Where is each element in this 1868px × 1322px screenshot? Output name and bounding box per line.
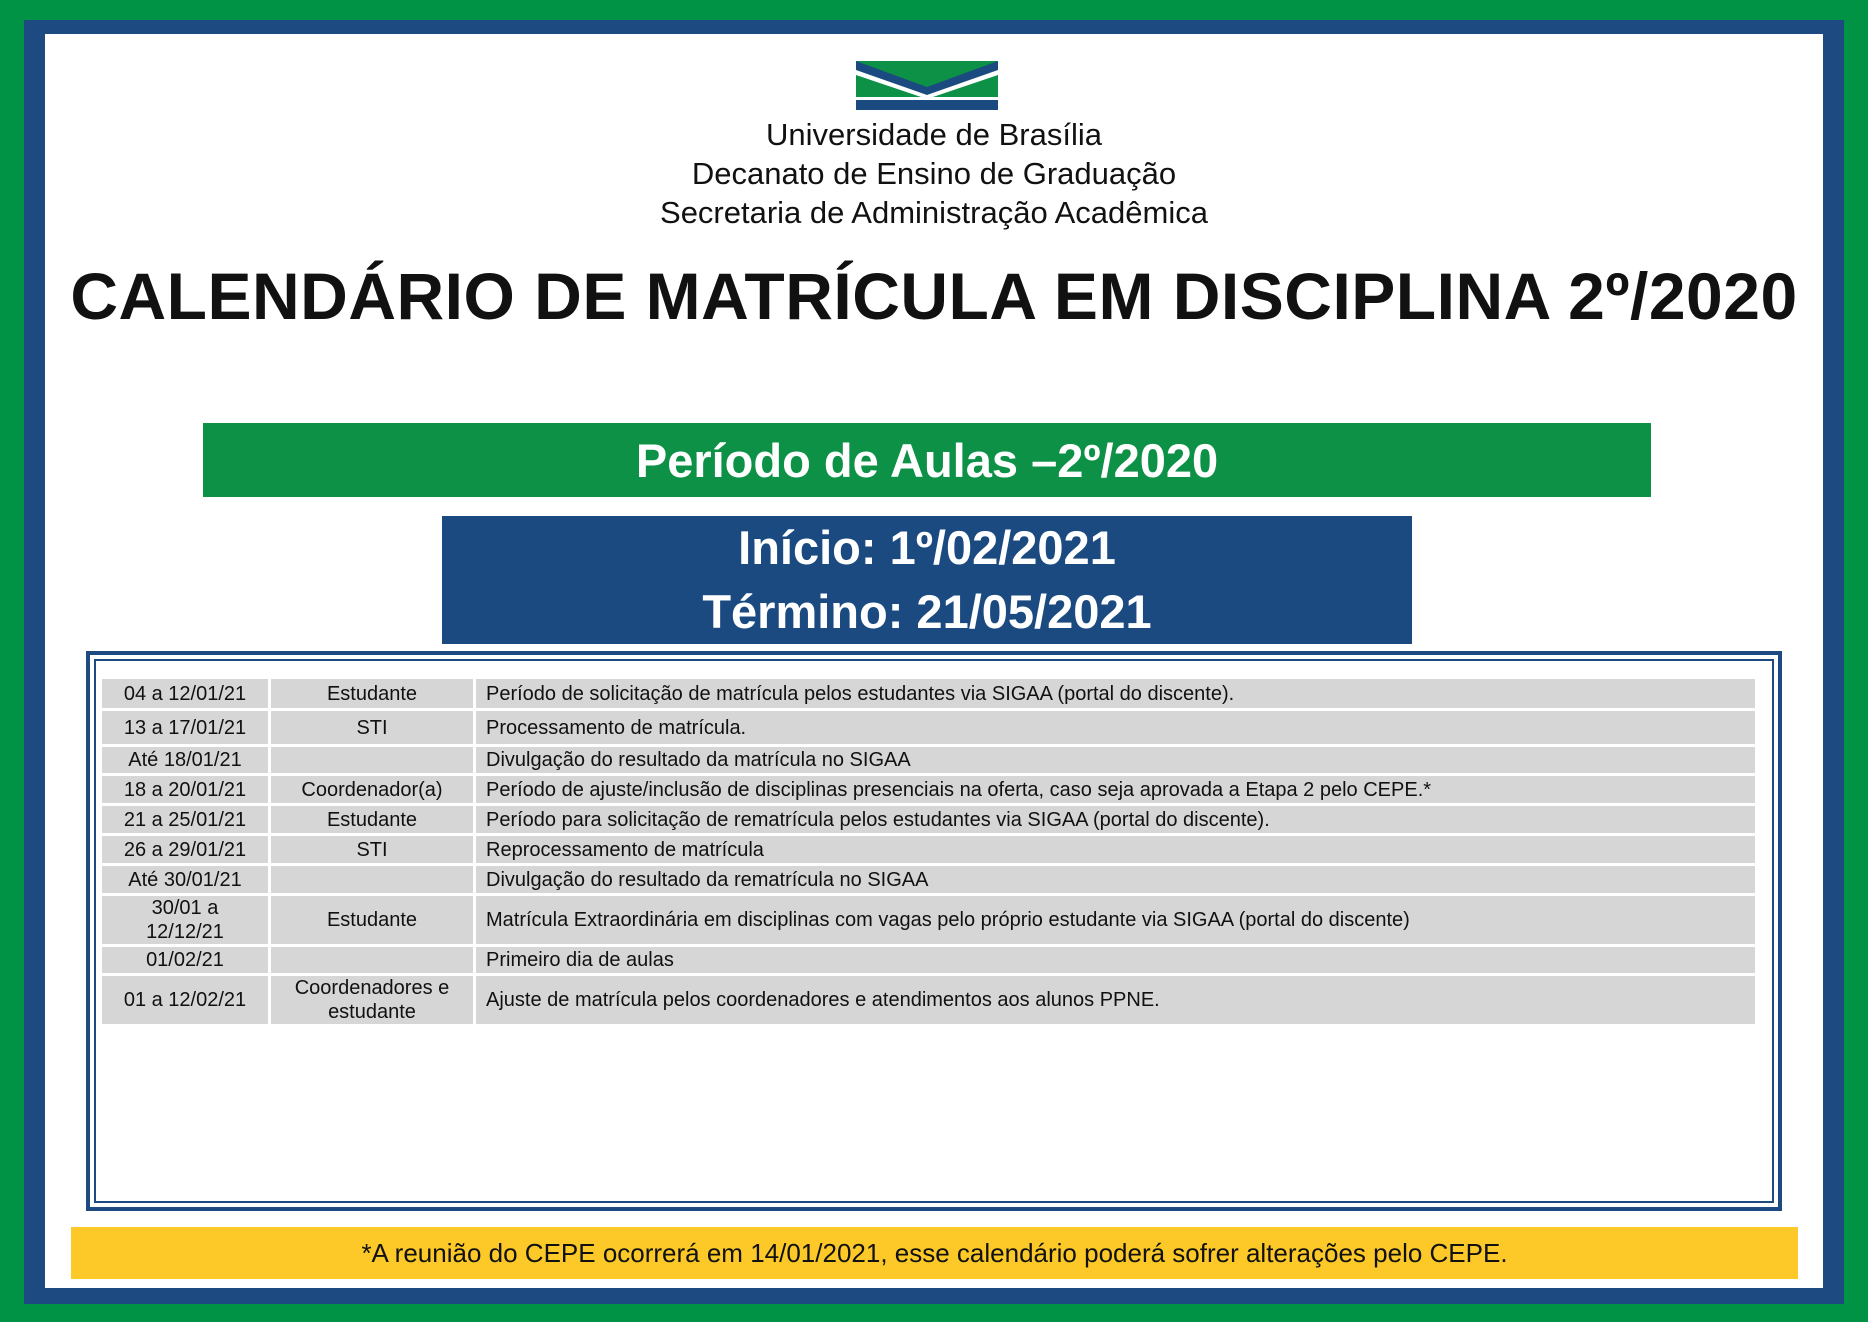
secretariat-name: Secretaria de Administração Acadêmica — [660, 195, 1208, 230]
row-description: Processamento de matrícula. — [476, 711, 1755, 744]
table-row — [102, 836, 1755, 863]
table-row — [102, 866, 1755, 893]
row-description: Matrícula Extraordinária em disciplinas com vagas pelo próprio estudante via SIGAA (portal do discente) — [476, 896, 1755, 944]
footer-note-bar — [71, 1227, 1798, 1279]
row-responsible: Estudante — [271, 896, 473, 944]
row-date: 21 a 25/01/21 — [102, 806, 268, 833]
row-description: Período de ajuste/inclusão de disciplinas presenciais na oferta, caso seja aprovada a Etapa 2 pelo CEPE.* — [476, 776, 1755, 803]
row-responsible — [271, 747, 473, 773]
row-responsible — [271, 866, 473, 893]
row-responsible — [271, 947, 473, 973]
footer-note: *A reunião do CEPE ocorrerá em 14/01/2021, esse calendário poderá sofrer alterações pelo CEPE. — [361, 1237, 1508, 1268]
table-row — [102, 776, 1755, 803]
row-responsible-line2: estudante — [328, 1001, 416, 1023]
table-row — [102, 679, 1755, 708]
row-date — [102, 896, 268, 944]
table-row — [102, 947, 1755, 973]
termino-date: Término: 21/05/2021 — [702, 585, 1152, 638]
row-date: 18 a 20/01/21 — [102, 776, 268, 803]
table-row — [102, 711, 1755, 744]
row-description: Divulgação do resultado da matrícula no SIGAA — [476, 747, 1755, 773]
row-responsible — [271, 976, 473, 1024]
unb-logo-icon — [856, 61, 998, 110]
row-responsible: STI — [271, 711, 473, 744]
table-row — [102, 976, 1755, 1024]
row-responsible: Estudante — [271, 679, 473, 708]
row-description: Divulgação do resultado da rematrícula no SIGAA — [476, 866, 1755, 893]
row-date: Até 18/01/21 — [102, 747, 268, 773]
row-date-line2: 12/12/21 — [146, 921, 224, 943]
periodo-label: Período de Aulas –2º/2020 — [635, 433, 1219, 487]
inicio-date: Início: 1º/02/2021 — [738, 521, 1116, 574]
row-description: Ajuste de matrícula pelos coordenadores e atendimentos aos alunos PPNE. — [476, 976, 1755, 1024]
periodo-banner — [203, 423, 1651, 497]
row-description: Período para solicitação de rematrícula pelos estudantes via SIGAA (portal do discente). — [476, 806, 1755, 833]
row-date: 13 a 17/01/21 — [102, 711, 268, 744]
schedule-table — [99, 676, 1758, 1027]
row-description: Reprocessamento de matrícula — [476, 836, 1755, 863]
row-date: 01/02/21 — [102, 947, 268, 973]
table-row — [102, 747, 1755, 773]
university-name: Universidade de Brasília — [765, 117, 1102, 152]
dean-office-name: Decanato de Ensino de Graduação — [691, 156, 1177, 191]
row-date-line1: 30/01 a — [151, 897, 219, 919]
row-responsible: STI — [271, 836, 473, 863]
row-description: Primeiro dia de aulas — [476, 947, 1755, 973]
page-title: CALENDÁRIO DE MATRÍCULA EM DISCIPLINA 2º/2020 — [70, 259, 1798, 333]
table-row — [102, 896, 1755, 944]
row-date: 26 a 29/01/21 — [102, 836, 268, 863]
row-responsible: Estudante — [271, 806, 473, 833]
table-row — [102, 806, 1755, 833]
row-description: Período de solicitação de matrícula pelos estudantes via SIGAA (portal do discente). — [476, 679, 1755, 708]
row-date: 04 a 12/01/21 — [102, 679, 268, 708]
row-date: Até 30/01/21 — [102, 866, 268, 893]
row-responsible: Coordenador(a) — [271, 776, 473, 803]
dates-box — [442, 516, 1412, 644]
row-responsible-line1: Coordenadores e — [294, 977, 450, 999]
row-date: 01 a 12/02/21 — [102, 976, 268, 1024]
